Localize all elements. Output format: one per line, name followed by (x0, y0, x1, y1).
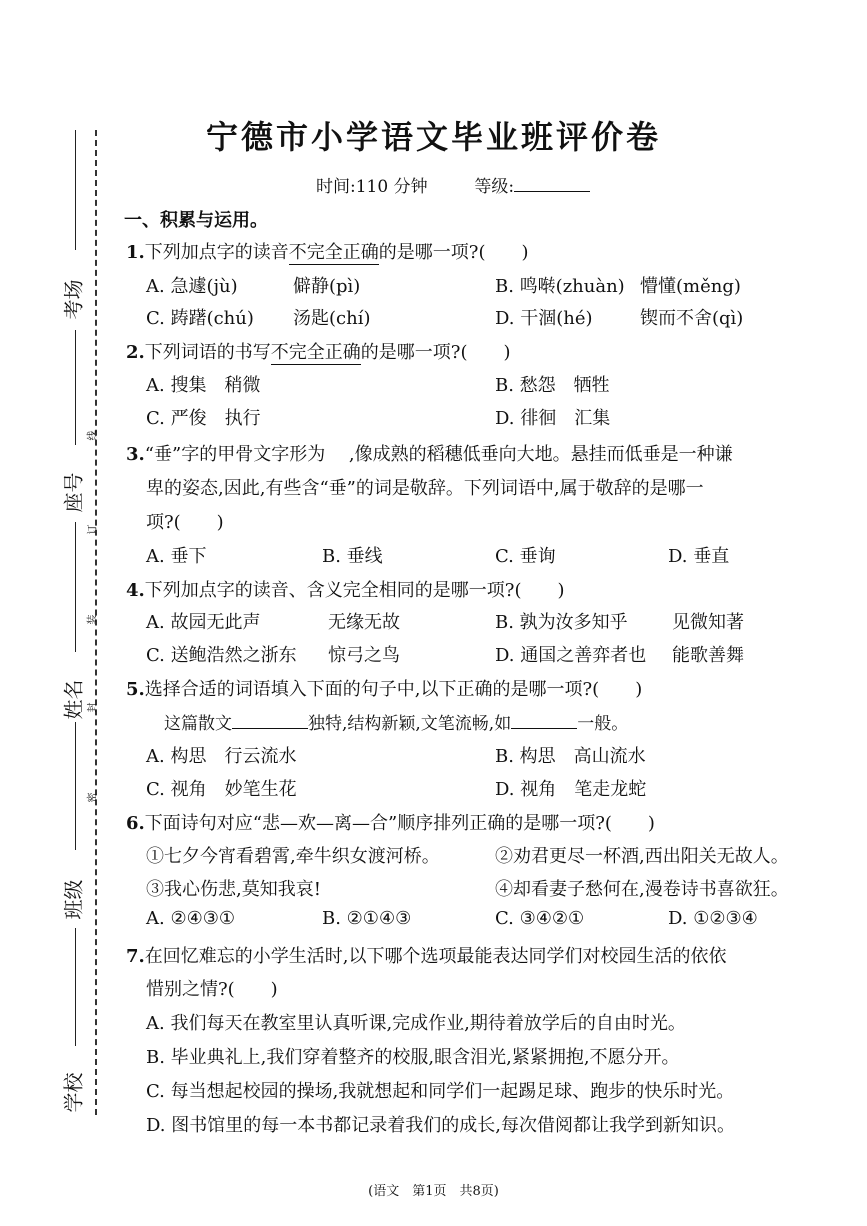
side-label-xuexiao: 学校 (61, 1072, 86, 1113)
q6-option-d[interactable]: D. ①②③④ (668, 908, 758, 929)
grade-blank[interactable] (514, 191, 590, 192)
q4-stem: 4.下列加点字的读音、含义完全相同的是哪一项?( ) (126, 580, 565, 601)
q3-option-a[interactable]: A. 垂下 (146, 546, 207, 567)
q7-option-d[interactable]: D. 图书馆里的每一本书都记录着我们的成长,每次借阅都让我学到新知识。 (146, 1115, 735, 1136)
side-label-xingming: 姓名 (61, 679, 86, 720)
side-label-kaochang: 考场 (61, 279, 86, 320)
q6-option-c[interactable]: C. ③④②① (495, 908, 585, 929)
q1-option-b[interactable]: B. 鸣啭(zhuàn) (495, 276, 625, 297)
q4-option-a[interactable]: A. 故园无此声 (146, 612, 261, 633)
q5-option-b[interactable]: B. 构思 高山流水 (495, 746, 646, 767)
q4-option-d2: 能歌善舞 (672, 645, 744, 666)
q1-option-c2: 汤匙(chí) (293, 308, 371, 329)
q2-option-c[interactable]: C. 严俊 执行 (146, 408, 261, 429)
q1-stem: 1.下列加点字的读音不完全正确的是哪一项?( ) (126, 238, 529, 265)
q1-option-a2: 僻静(pì) (293, 276, 361, 297)
q6-poem-1: ①七夕今宵看碧霄,牵牛织女渡河桥。 (146, 846, 440, 867)
q3-line1: 3.“垂”字的甲骨文字形为 ,像成熟的稻穗低垂向大地。悬挂而低垂是一种谦 (126, 444, 733, 465)
q3-option-d[interactable]: D. 垂直 (668, 546, 730, 567)
q5-option-d[interactable]: D. 视角 笔走龙蛇 (495, 779, 647, 800)
q4-option-c[interactable]: C. 送鲍浩然之浙东 (146, 645, 297, 666)
page-title: 宁德市小学语文毕业班评价卷 (205, 118, 661, 156)
side-label-banji: 班级 (61, 879, 86, 920)
side-line-banji (75, 722, 76, 850)
q2-option-b[interactable]: B. 愁怨 牺牲 (495, 375, 610, 396)
q3-line3: 项?( ) (146, 512, 224, 533)
q7-option-a[interactable]: A. 我们每天在教室里认真听课,完成作业,期待着放学后的自由时光。 (146, 1013, 686, 1034)
q5-sentence: 这篇散文 独特,结构新颖,文笔流畅,如 一般。 (164, 714, 629, 734)
side-label-zuohao: 座号 (61, 472, 86, 513)
q6-poem-4: ④却看妻子愁何在,漫卷诗书喜欲狂。 (495, 879, 789, 900)
q7-line1: 7.在回忆难忘的小学生活时,以下哪个选项最能表达同学们对校园生活的依依 (126, 946, 727, 967)
q3-option-c[interactable]: C. 垂询 (495, 546, 556, 567)
side-line-zuohao (75, 330, 76, 445)
q4-option-d[interactable]: D. 通国之善弈者也 (495, 645, 647, 666)
q4-option-b[interactable]: B. 孰为汝多知乎 (495, 612, 628, 633)
page-footer: (语文 第1页 共8页) (368, 1184, 499, 1199)
side-line-xuexiao (75, 928, 76, 1046)
side-mark-feng: 封 (87, 702, 99, 713)
side-line-xingming (75, 522, 76, 652)
q4-option-a2: 无缘无故 (328, 612, 400, 633)
q5-option-c[interactable]: C. 视角 妙笔生花 (146, 779, 297, 800)
q2-option-d[interactable]: D. 徘徊 汇集 (495, 408, 611, 429)
side-mark-ding: 订 (87, 524, 99, 535)
grade-label: 等级: (474, 177, 515, 197)
q6-stem: 6.下面诗句对应“悲—欢—离—合”顺序排列正确的是哪一项?( ) (126, 813, 655, 834)
q5-blank-1[interactable] (232, 728, 308, 729)
q6-option-a[interactable]: A. ②④③① (146, 908, 235, 929)
q7-line2: 惜别之情?( ) (146, 979, 278, 1000)
q7-option-c[interactable]: C. 每当想起校园的操场,我就想起和同学们一起踢足球、跑步的快乐时光。 (146, 1081, 735, 1102)
q2-stem: 2.下列词语的书写不完全正确的是哪一项?( ) (126, 338, 511, 365)
exam-meta (316, 172, 590, 197)
q5-stem: 5.选择合适的词语填入下面的句子中,以下正确的是哪一项?( ) (126, 679, 643, 700)
q1-option-a[interactable]: A. 急遽(jù) (146, 276, 238, 297)
q3-option-b[interactable]: B. 垂线 (322, 546, 383, 567)
q2-option-a[interactable]: A. 搜集 稍微 (146, 375, 261, 396)
side-mark-zhuang: 装 (87, 614, 99, 625)
q5-option-a[interactable]: A. 构思 行云流水 (146, 746, 297, 767)
q1-option-d[interactable]: D. 干涸(hé) (495, 308, 593, 329)
side-mark-xian: 线 (87, 430, 99, 441)
q6-option-b[interactable]: B. ②①④③ (322, 908, 412, 929)
q6-poem-2: ②劝君更尽一杯酒,西出阳关无故人。 (495, 846, 789, 867)
q4-option-c2: 惊弓之鸟 (328, 645, 400, 666)
q7-option-b[interactable]: B. 毕业典礼上,我们穿着整齐的校服,眼含泪光,紧紧拥抱,不愿分开。 (146, 1047, 680, 1068)
section-title: 一、积累与运用。 (124, 210, 268, 231)
q1-option-c[interactable]: C. 踌躇(chú) (146, 308, 254, 329)
time-label: 时间:110 分钟 (316, 177, 428, 197)
q4-option-b2: 见微知著 (672, 612, 744, 633)
q6-poem-3: ③我心伤悲,莫知我哀! (146, 879, 321, 900)
q3-line2: 卑的姿态,因此,有些含“垂”的词是敬辞。下列词语中,属于敬辞的是哪一 (146, 478, 704, 499)
side-mark-mi: 密 (87, 792, 99, 803)
q5-blank-2[interactable] (511, 728, 577, 729)
q1-option-b2: 懵懂(měng) (640, 276, 741, 297)
q1-option-d2: 锲而不舍(qì) (640, 308, 744, 329)
